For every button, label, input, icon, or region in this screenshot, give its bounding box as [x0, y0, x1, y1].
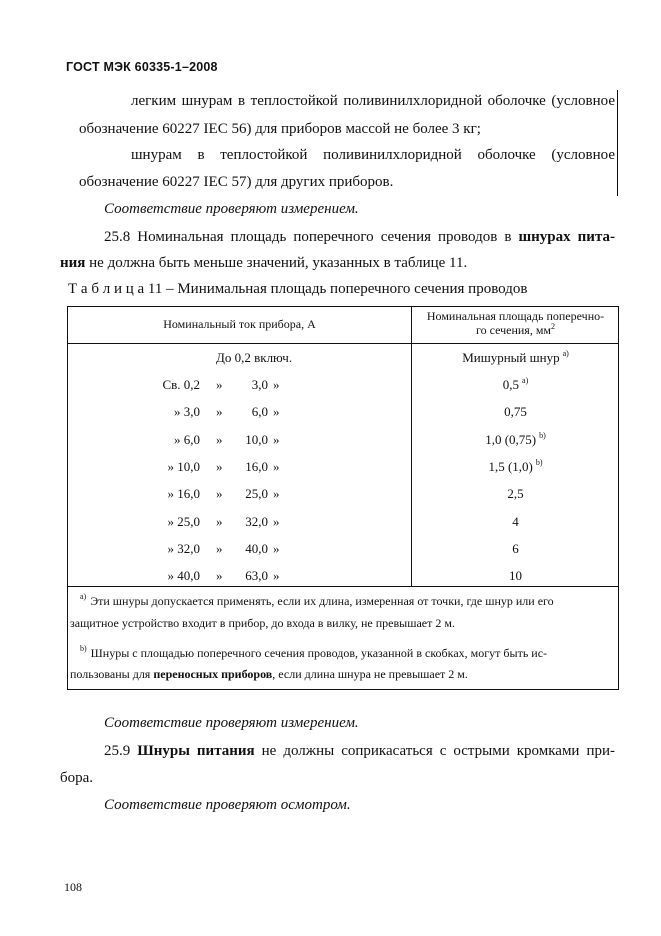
- clause-25-8-line2: [60, 254, 467, 272]
- ditto-mark: »: [216, 486, 223, 501]
- ditto-mark: »: [273, 486, 280, 501]
- area-value: [412, 514, 619, 530]
- range-to: 6,0: [251, 404, 268, 419]
- footnote-b-line2: [70, 666, 468, 682]
- clause-text: не должны соприкасаться с острыми кромками при-: [254, 743, 616, 759]
- ditto-mark: »: [216, 568, 223, 583]
- range-from: » 25,0: [167, 514, 200, 529]
- area-value: [412, 404, 619, 420]
- para1-line1: легким шнурам в теплостойкой поливинилхлоридной оболочке (условное: [131, 93, 615, 109]
- area-value: [412, 459, 619, 477]
- compliance-note-3: Соответствие проверяют осмотром.: [104, 797, 351, 813]
- defined-term: ния: [60, 255, 86, 271]
- column-header-area: [412, 309, 619, 339]
- ditto-mark: »: [273, 377, 280, 392]
- footnote-ref: a): [562, 349, 569, 358]
- clause-25-8-line1: [104, 228, 615, 246]
- area-value: [412, 486, 619, 502]
- footnote-text: , если длина шнура не превышает 2 м.: [272, 667, 468, 681]
- range-to: 10,0: [245, 432, 268, 447]
- document-header: ГОСТ МЭК 60335-1–2008: [66, 60, 218, 74]
- clause-text: 25.8 Номинальная площадь поперечного сечения проводов в: [104, 229, 519, 245]
- area-number: 4: [512, 514, 519, 529]
- ditto-mark: »: [216, 377, 223, 392]
- range-to: 32,0: [245, 514, 268, 529]
- page-number: 108: [64, 880, 82, 894]
- ditto-mark: »: [216, 514, 223, 529]
- range-to: 63,0: [245, 568, 268, 583]
- area-number: 0,75: [504, 404, 527, 419]
- area-value: [412, 541, 619, 557]
- footnote-ref: a): [522, 376, 529, 385]
- compliance-note-2: Соответствие проверяют измерением.: [104, 715, 359, 731]
- superscript: 2: [551, 322, 556, 331]
- footnote-ref: b): [535, 458, 543, 467]
- area-number: 0,5: [502, 377, 520, 392]
- range-from: » 40,0: [167, 568, 200, 583]
- footnote-text: Шнуры с площадью поперечного сечения проводов, указанной в скобках, могут быть ис-: [90, 646, 548, 660]
- range-from: » 16,0: [167, 486, 200, 501]
- footnote-text: Эти шнуры допускается применять, если их длина, измеренная от точки, где шнур или его: [90, 594, 554, 608]
- clause-text: не должна быть меньше значений, указанных в таблице 11.: [85, 255, 468, 271]
- clause-25-9-line2: бора.: [60, 770, 94, 786]
- range-to: 16,0: [245, 459, 268, 474]
- area-value: Мишурный шнур: [462, 350, 560, 365]
- area-value: [412, 377, 619, 395]
- range-from: » 3,0: [174, 404, 200, 419]
- row-current: До 0,2 включ.: [216, 350, 293, 365]
- header-line: [412, 323, 619, 339]
- area-number: 1,0 (0,75): [485, 432, 537, 447]
- ditto-mark: »: [273, 568, 280, 583]
- footnote-b-line1: [80, 645, 547, 663]
- ditto-mark: »: [273, 404, 280, 419]
- ditto-mark: »: [216, 404, 223, 419]
- footnote-mark: a): [80, 592, 87, 601]
- defined-term: шнурах пита-: [518, 229, 615, 245]
- area-number: 6: [512, 541, 519, 556]
- ditto-mark: »: [273, 514, 280, 529]
- range-to: 3,0: [251, 377, 268, 392]
- clause-25-9-line1: [104, 742, 615, 760]
- compliance-note-1: Соответствие проверяют измерением.: [104, 201, 359, 217]
- footnote-divider: [68, 586, 618, 587]
- defined-term: переносных приборов: [153, 667, 273, 681]
- range-from: » 10,0: [167, 459, 200, 474]
- para2-line1: шнурам в теплостойкой поливинилхлоридной оболочке (условное: [131, 147, 615, 163]
- range-to: 25,0: [245, 486, 268, 501]
- table-11: [67, 306, 619, 690]
- para1-line2: обозначение 60227 IEC 56) для приборов массой не более 3 кг;: [79, 121, 481, 137]
- footnote-a-line1: [80, 593, 554, 611]
- para2-line2: обозначение 60227 IEC 57) для других приборов.: [79, 174, 394, 190]
- defined-term: Шнуры питания: [137, 743, 255, 759]
- footnote-a-line2: защитное устройство входит в прибор, до входа в вилку, не превышает 2 м.: [70, 616, 455, 630]
- header-text: го сечения, мм: [475, 323, 552, 337]
- area-number: 2,5: [507, 486, 524, 501]
- table-caption: Т а б л и ц а 11 – Минимальная площадь поперечного сечения проводов: [68, 281, 528, 297]
- column-header-current: Номинальный ток прибора, А: [163, 317, 316, 331]
- ditto-mark: »: [216, 541, 223, 556]
- area-value: [412, 432, 619, 450]
- ditto-mark: »: [216, 432, 223, 447]
- header-line: Номинальная площадь поперечно-: [426, 309, 605, 323]
- footnote-text: пользованы для: [70, 667, 154, 681]
- range-to: 40,0: [245, 541, 268, 556]
- clause-text: 25.9: [104, 743, 138, 759]
- range-from: » 32,0: [167, 541, 200, 556]
- ditto-mark: »: [273, 432, 280, 447]
- revision-bar: [617, 90, 618, 196]
- footnote-ref: b): [539, 431, 546, 440]
- range-from: » 6,0: [174, 432, 200, 447]
- ditto-mark: »: [216, 459, 223, 474]
- footnote-mark: b): [80, 644, 87, 653]
- header-divider: [68, 343, 618, 344]
- ditto-mark: »: [273, 541, 280, 556]
- ditto-mark: »: [273, 459, 280, 474]
- area-number: 10: [509, 568, 522, 583]
- area-number: 1,5 (1,0): [488, 459, 533, 474]
- row-area: [412, 350, 619, 368]
- range-from: Св. 0,2: [162, 377, 200, 392]
- area-value: [412, 568, 619, 584]
